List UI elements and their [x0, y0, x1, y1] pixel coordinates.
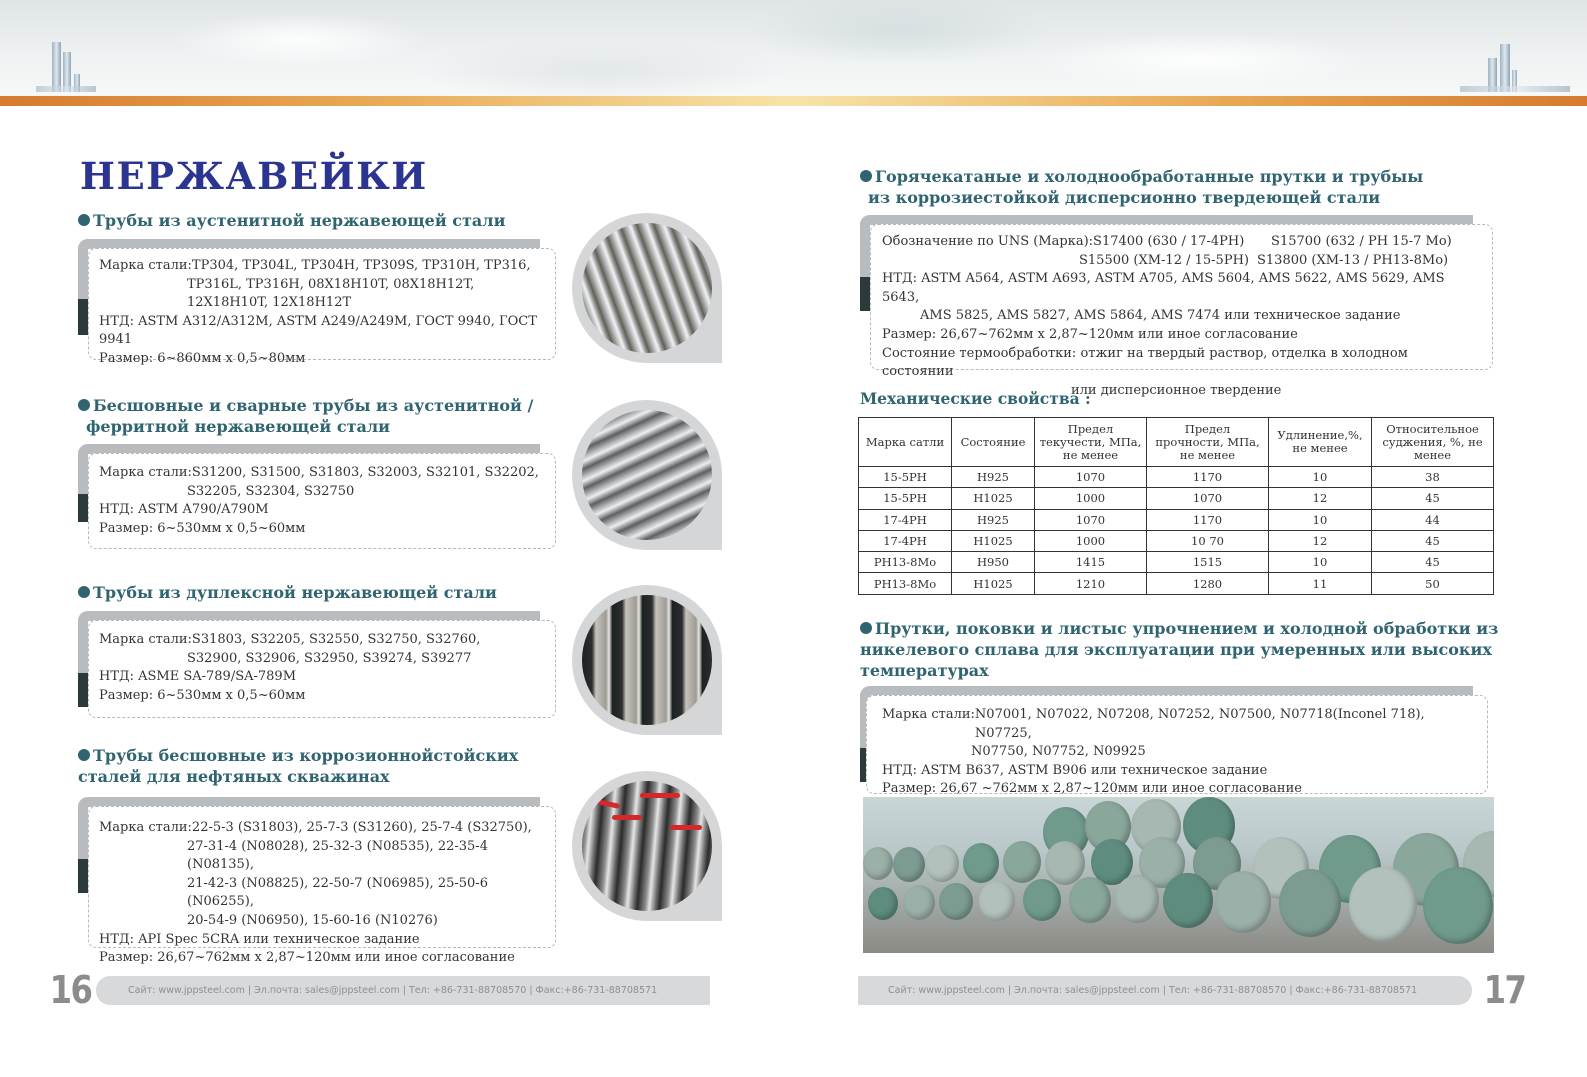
table-cell: 1170 [1147, 509, 1269, 530]
table-cell: 1000 [1035, 530, 1147, 551]
header-accent-bar [0, 96, 1587, 106]
table-cell: 11 [1269, 573, 1372, 594]
page-number-right: 17 [1483, 968, 1526, 1012]
section-title-ph-steel: Горячекатаные и холоднообработанные прутки и трубыы из коррозиестойкой дисперсионно твердеющей стали [860, 166, 1423, 208]
table-cell: 17-4PH [859, 530, 952, 551]
bullet-icon [860, 622, 872, 634]
table-cell: 1170 [1147, 467, 1269, 488]
table-cell: 1515 [1147, 552, 1269, 573]
bullet-icon [78, 586, 90, 598]
skyline-left-icon [30, 32, 110, 92]
table-cell: 10 [1269, 467, 1372, 488]
bar-end [1279, 869, 1341, 937]
table-cell: 10 [1269, 552, 1372, 573]
bar-end [1163, 873, 1213, 928]
bar-end [1115, 875, 1159, 923]
bar-end [1023, 879, 1061, 921]
table-cell: 1070 [1147, 488, 1269, 509]
ntd-text: НТД: ASTM A564, ASTM A693, ASTM A705, AMS 5604, AMS 5622, AMS 5629, AMS 5643, [882, 271, 1445, 305]
size-text: Размер: 26,67 ~762мм x 2,87~120мм или иное согласование [882, 781, 1302, 797]
page-number-left: 16 [49, 968, 92, 1012]
col-header: Предел текучести, МПа, не менее [1035, 418, 1147, 467]
table-cell: 1210 [1035, 573, 1147, 594]
bullet-icon [78, 399, 90, 411]
table-cell: 12 [1269, 530, 1372, 551]
table-cell: H925 [952, 467, 1035, 488]
table-cell: H1025 [952, 530, 1035, 551]
table-header-row [859, 418, 1494, 467]
bar-end [863, 847, 893, 880]
mechanical-properties-table [858, 417, 1494, 595]
table-cell: 45 [1372, 552, 1494, 573]
table-row [859, 467, 1494, 488]
section-title-oil-well: Трубы бесшовные из коррозионнойстойских сталей для нефтяных скважинах [78, 746, 519, 786]
bullet-icon [860, 170, 872, 182]
table-cell: 15-5PH [859, 467, 952, 488]
section-title-austenitic: Трубы из аустенитной нержавеющей стали [78, 210, 505, 231]
bar-end [1349, 867, 1417, 942]
table-cell: 44 [1372, 509, 1494, 530]
bar-end [1069, 877, 1111, 923]
table-row [859, 552, 1494, 573]
bar-end [939, 883, 973, 920]
bullet-icon [78, 214, 90, 226]
bar-end [1003, 841, 1041, 883]
section-title-austenitic-ferritic: Бесшовные и сварные трубы из аустенитной / ферритной нержавеющей стали [78, 395, 533, 437]
bar-end [1423, 867, 1493, 944]
spec-card-nickel-alloy: Марка стали: N07001, N07022, N07208, N07252, N07500, N07718(Inconel 718), N07725, N07750, N07752, N09925 НТД: ASTM B637, ASTM B906 или техническое задание Размер: 26,67 ~762мм x 2,87~120мм или иное согласование [860, 686, 1493, 796]
ntd-text: НТД: API Spec 5CRA или техническое задание [99, 931, 420, 947]
section-title-duplex: Трубы из дуплексной нержавеющей стали [78, 582, 497, 603]
table-cell: H1025 [952, 573, 1035, 594]
duplex-pipes-photo [572, 585, 722, 735]
spec-card-oil-well: Марка стали: 22-5-3 (S31803), 25-7-3 (S31260), 25-7-4 (S32750), 27-31-4 (N08028), 25-32-3 (N08535), 22-35-4 (N08135), 21-42-3 (N08825), 22-50-7 (N06985), 25-50-6 (N06255), 20-54-9 (N06950), 15-60-16 (N10276) НТД: API Spec 5CRA или техническое задание Размер: 26,67~762мм x 2,87~120мм или иное согласование [78, 797, 556, 949]
bullet-icon [78, 749, 90, 761]
table-cell: 1000 [1035, 488, 1147, 509]
col-header: Относительное суджения, %, не менее [1372, 418, 1494, 467]
table-cell: 15-5PH [859, 488, 952, 509]
section-title-nickel-alloy: Прутки, поковки и листыс упрочнением и холодной обработки из никелевого сплава для эксплуатации при умеренных или высоких температурах [860, 619, 1499, 680]
ntd-text: НТД: ASTM B637, ASTM B906 или техническое задание [882, 762, 1268, 778]
table-row [859, 530, 1494, 551]
spec-card-austenitic-ferritic: Марка стали: S31200, S31500, S31803, S32003, S32101, S32202, S32205, S32304, S32750 НТД: ASTM A790/A790M Размер: 6~530мм x 0,5~60мм [78, 444, 556, 550]
ntd-text: НТД: ASME SA-789/SA-789M [99, 669, 297, 685]
table-cell: PH13-8Mo [859, 552, 952, 573]
spec-card-ph-steel: Обозначение по UNS (Марка): S17400 (630 / 17-4PH) S15700 (632 / PH 15-7 Mo) S15500 (XM-12 / 15-5PH) S13800 (XM-13 / PH13-8Mo) НТД: ASTM A564, ASTM A693, ASTM A705, AMS 5604, AMS 5622, AMS 5629, AMS 5643, AMS 5825, AMS 5827, AMS 5864, AMS 7474 или техническое задание Размер: 26,67~762мм x 2,87~120мм или иное согласование Состояние термообработки: отжиг на твердый раствор, отделка в холодном состоянии или дисперсионное твердение [860, 215, 1493, 371]
heat-treatment-text: Состояние термообработки: отжиг на твердый раствор, отделка в холодном состоянии [882, 345, 1408, 380]
mechanical-properties-title: Механические свойства : [860, 389, 1091, 408]
table-cell: 1415 [1035, 552, 1147, 573]
table-cell: H1025 [952, 488, 1035, 509]
table-cell: 50 [1372, 573, 1494, 594]
table-cell: 45 [1372, 488, 1494, 509]
bar-end [963, 843, 999, 883]
ntd-text: НТД: ASTM A790/A790M [99, 502, 269, 518]
col-header: Предел прочности, МПа, не менее [1147, 418, 1269, 467]
table-cell: 1280 [1147, 573, 1269, 594]
bar-end [1045, 841, 1085, 885]
footer-contacts-left: Сайт: www.jppsteel.com | Эл.почта: sales@jppsteel.com | Тел: +86-731-88708570 | Факс:+86-731-88708571 [96, 976, 710, 1005]
skyline-right-icon [1460, 32, 1570, 92]
table-cell: 10 70 [1147, 530, 1269, 551]
spec-card-duplex: Марка стали: S31803, S32205, S32550, S32750, S32760, S32900, S32906, S32950, S39274, S39277 НТД: ASME SA-789/SA-789M Размер: 6~530мм x 0,5~60мм [78, 611, 556, 719]
bar-end [979, 881, 1015, 921]
table-row [859, 488, 1494, 509]
col-header: Удлинение,%, не менее [1269, 418, 1372, 467]
table-cell: 17-4PH [859, 509, 952, 530]
stainless-pipes-photo [572, 213, 722, 363]
oil-well-pipes-photo [572, 771, 722, 921]
table-cell: 10 [1269, 509, 1372, 530]
table-cell: 38 [1372, 467, 1494, 488]
col-header: Состояние [952, 418, 1035, 467]
size-text: Размер: 6~860мм x 0,5~80мм [99, 350, 306, 366]
table-cell: 12 [1269, 488, 1372, 509]
size-text: Размер: 26,67~762мм x 2,87~120мм или иное согласование [882, 326, 1298, 342]
table-cell: 1070 [1035, 467, 1147, 488]
bar-end [1215, 871, 1271, 933]
bar-end [903, 885, 935, 920]
table-cell: 45 [1372, 530, 1494, 551]
size-text: Размер: 26,67~762мм x 2,87~120мм или иное согласование [99, 950, 515, 966]
header-banner [0, 0, 1587, 96]
footer-contacts-right: Сайт: www.jppsteel.com | Эл.почта: sales@jppsteel.com | Тел: +86-731-88708570 | Факс:+86-731-88708571 [858, 976, 1472, 1005]
welded-pipes-photo [572, 400, 722, 550]
size-text: Размер: 6~530мм x 0,5~60мм [99, 520, 306, 536]
bar-end [925, 845, 959, 882]
ntd-text: НТД: ASTM A312/A312M, ASTM A249/A249M, ГОСТ 9940, ГОСТ 9941 [99, 313, 537, 348]
round-bars-photo [863, 797, 1494, 953]
page-title: НЕРЖАВЕЙКИ [80, 154, 428, 198]
table-cell: PH13-8Mo [859, 573, 952, 594]
table-cell: H950 [952, 552, 1035, 573]
col-header: Марка сатли [859, 418, 952, 467]
bar-end [868, 887, 898, 920]
spec-card-austenitic: Марка стали: TP304, TP304L, TP304H, TP309S, TP310H, TP316, TP316L, TP316H, 08X18H10T, 08X18H12T, 12X18H10T, 12X18H12T НТД: ASTM A312/A312M, ASTM A249/A249M, ГОСТ 9940, ГОСТ 9941 Размер: 6~860мм x 0,5~80мм [78, 239, 556, 361]
table-cell: 1070 [1035, 509, 1147, 530]
table-row [859, 509, 1494, 530]
table-row [859, 573, 1494, 594]
bar-end [893, 847, 925, 882]
table-cell: H925 [952, 509, 1035, 530]
size-text: Размер: 6~530мм x 0,5~60мм [99, 687, 306, 703]
